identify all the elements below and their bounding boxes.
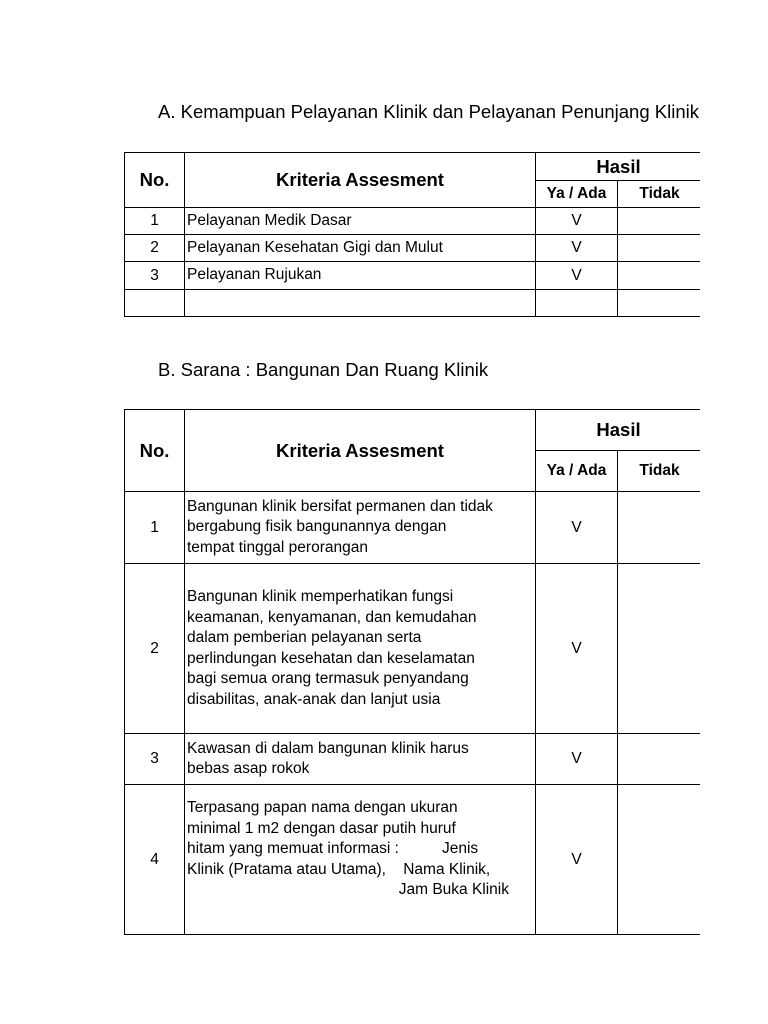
section-b-table xyxy=(124,409,700,935)
header-no: No. xyxy=(125,153,185,208)
row-no: 3 xyxy=(125,262,185,290)
kriteria-line: hitam yang memuat informasi : Jenis xyxy=(187,840,479,857)
table-row xyxy=(125,734,701,785)
table-row xyxy=(125,564,701,734)
row-tidak xyxy=(618,492,701,564)
section-a-title: A. Kemampuan Pelayanan Klinik dan Pelayanan Penunjang Klinik xyxy=(158,101,699,122)
row-kriteria xyxy=(185,290,536,317)
kriteria-line: Bangunan klinik bersifat permanen dan tidak xyxy=(187,497,493,515)
kriteria-line: perlindungan kesehatan dan keselamatan xyxy=(187,649,475,667)
section-b-title: B. Sarana : Bangunan Dan Ruang Klinik xyxy=(158,359,489,380)
header-kriteria: Kriteria Assesment xyxy=(185,410,536,492)
row-kriteria xyxy=(185,564,536,734)
row-tidak xyxy=(618,208,701,235)
row-kriteria xyxy=(185,734,536,785)
row-tidak xyxy=(618,262,701,290)
row-tidak xyxy=(618,734,701,785)
row-kriteria: Pelayanan Medik Dasar xyxy=(185,208,536,235)
row-kriteria xyxy=(185,785,536,935)
kriteria-spacer xyxy=(187,901,533,922)
header-tidak: Tidak xyxy=(618,451,701,492)
kriteria-line: Bangunan klinik memperhatikan fungsi xyxy=(187,588,454,605)
row-no xyxy=(125,290,185,317)
section-a-table xyxy=(124,152,700,317)
row-kriteria: Pelayanan Kesehatan Gigi dan Mulut xyxy=(185,235,536,262)
row-tidak xyxy=(618,290,701,317)
row-ya-ada xyxy=(536,290,618,317)
kriteria-line: tempat tinggal perorangan xyxy=(187,538,368,556)
table-row xyxy=(125,262,701,290)
kriteria-line: keamanan, kenyamanan, dan kemudahan xyxy=(187,608,477,626)
row-kriteria xyxy=(185,492,536,564)
kriteria-line: bergabung fisik bangunannya dengan xyxy=(187,518,447,536)
kriteria-line: Kawasan di dalam bangunan klinik harus xyxy=(187,739,469,757)
header-ya-ada: Ya / Ada xyxy=(536,451,618,492)
kriteria-line: bagi semua orang termasuk penyandang xyxy=(187,670,469,687)
kriteria-line: minimal 1 m2 dengan dasar putih huruf xyxy=(187,819,456,837)
table-row xyxy=(125,492,701,564)
row-ya-ada: V xyxy=(536,208,618,235)
kriteria-line: dalam pemberian pelayanan serta xyxy=(187,629,422,646)
header-hasil: Hasil xyxy=(536,410,701,451)
table-row xyxy=(125,785,701,935)
table-row xyxy=(125,290,701,317)
table-row xyxy=(125,208,701,235)
kriteria-line: Terpasang papan nama dengan ukuran xyxy=(187,799,458,816)
row-ya-ada: V xyxy=(536,564,618,734)
kriteria-line: bebas asap rokok xyxy=(187,760,310,777)
row-tidak xyxy=(618,785,701,935)
header-ya-ada: Ya / Ada xyxy=(536,181,618,208)
header-tidak: Tidak xyxy=(618,181,701,208)
row-kriteria: Pelayanan Rujukan xyxy=(185,262,536,290)
row-no: 2 xyxy=(125,564,185,734)
section-a-table-container xyxy=(124,152,700,317)
header-kriteria: Kriteria Assesment xyxy=(185,153,536,208)
row-tidak xyxy=(618,235,701,262)
row-ya-ada: V xyxy=(536,734,618,785)
row-ya-ada: V xyxy=(536,262,618,290)
section-b-table-container xyxy=(124,409,700,937)
row-no: 1 xyxy=(125,492,185,564)
header-hasil: Hasil xyxy=(536,153,701,181)
row-ya-ada: V xyxy=(536,235,618,262)
row-ya-ada: V xyxy=(536,492,618,564)
row-no: 4 xyxy=(125,785,185,935)
row-tidak xyxy=(618,564,701,734)
kriteria-line: disabilitas, anak-anak dan lanjut usia xyxy=(187,690,441,708)
row-no: 3 xyxy=(125,734,185,785)
row-ya-ada: V xyxy=(536,785,618,935)
row-no: 2 xyxy=(125,235,185,262)
row-no: 1 xyxy=(125,208,185,235)
kriteria-line: Klinik (Pratama atau Utama), Nama Klinik, xyxy=(187,860,491,878)
kriteria-line: Jam Buka Klinik xyxy=(398,881,509,898)
header-no: No. xyxy=(125,410,185,492)
table-row xyxy=(125,235,701,262)
